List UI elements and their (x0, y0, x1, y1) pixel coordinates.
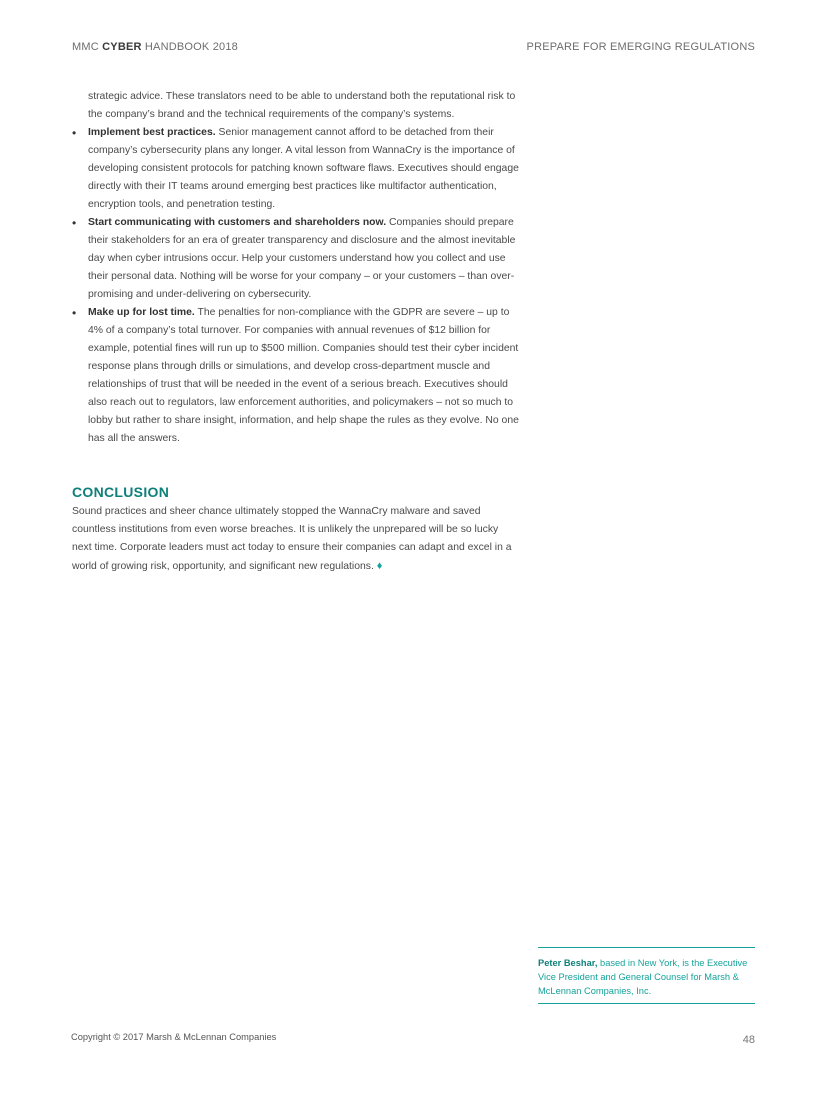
bullet-dot: • (72, 306, 77, 320)
bullet-item (72, 304, 520, 448)
bullet-lead: Make up for lost time. (88, 307, 195, 318)
bullet-dot: • (72, 126, 77, 140)
running-header-left (72, 41, 238, 53)
bullet-text: Senior management cannot afford to be detached from their company’s cybersecurity plans any longer. A vital lesson from WannaCry is the importance of developing consistent protocols for patching known software flaws. Executives should engage directly with their IT teams around emerging best practices like multifactor authentication, encryption tools, and penetration testing. (88, 127, 519, 210)
body-column (72, 88, 520, 448)
copyright-notice: Copyright © 2017 Marsh & McLennan Companies (71, 1032, 277, 1042)
page-number: 48 (742, 1034, 755, 1046)
running-header-right: PREPARE FOR EMERGING REGULATIONS (526, 41, 755, 53)
conclusion-paragraph (72, 503, 520, 576)
header-bold-word: CYBER (102, 41, 142, 53)
bullet-item (72, 124, 520, 214)
author-bio: based in New York, is the Executive Vice President and General Counsel for Marsh & McLennan Companies, Inc. (538, 958, 748, 996)
header-prefix: MMC (72, 41, 103, 53)
bullet-text: The penalties for non-compliance with the GDPR are severe – up to 4% of a company’s total turnover. For companies with annual revenues of $12 billion for example, potential fines will run up to $500 million. Companies should test their cyber incident response plans through drills or simulations, and develop cross-department muscle and relationships of trust that will be needed in the event of a serious breach. Executives should also reach out to regulators, law enforcement authorities, and policymakers – not so much to lobby but rather to share insight, information, and help shape the rules as they evolve. No one has all the answers. (88, 307, 519, 444)
bullet-dot: • (72, 216, 77, 230)
continued-paragraph: strategic advice. These translators need to be able to understand both the reputational risk to the company’s brand and the technical requirements of the company’s systems. (88, 91, 516, 120)
header-suffix: HANDBOOK 2018 (141, 41, 238, 53)
conclusion-body: Sound practices and sheer chance ultimately stopped the WannaCry malware and saved countless institutions from even worse breaches. It is unlikely the unprepared will be so lucky next time. Corporate leaders must act today to ensure their companies can adapt and excel in a world of growing risk, opportunity, and significant new regulations. (72, 506, 512, 572)
bullet-lead: Start communicating with customers and shareholders now. (88, 217, 387, 228)
bullet-list (72, 124, 520, 448)
conclusion-heading: CONCLUSION (72, 484, 170, 500)
bullet-text: Companies should prepare their stakeholders for an era of greater transparency and disclosure and the almost inevitable day when cyber intrusions occur. Help your customers understand how you collect and use their personal data. Nothing will be worse for your company – or your customers – than over-promising and under-delivering on cybersecurity. (88, 217, 516, 300)
end-diamond-icon: ♦ (376, 560, 383, 572)
bullet-item (72, 214, 520, 304)
author-bio-box (538, 947, 755, 1004)
bullet-lead: Implement best practices. (88, 127, 216, 138)
author-name: Peter Beshar, (538, 958, 598, 968)
